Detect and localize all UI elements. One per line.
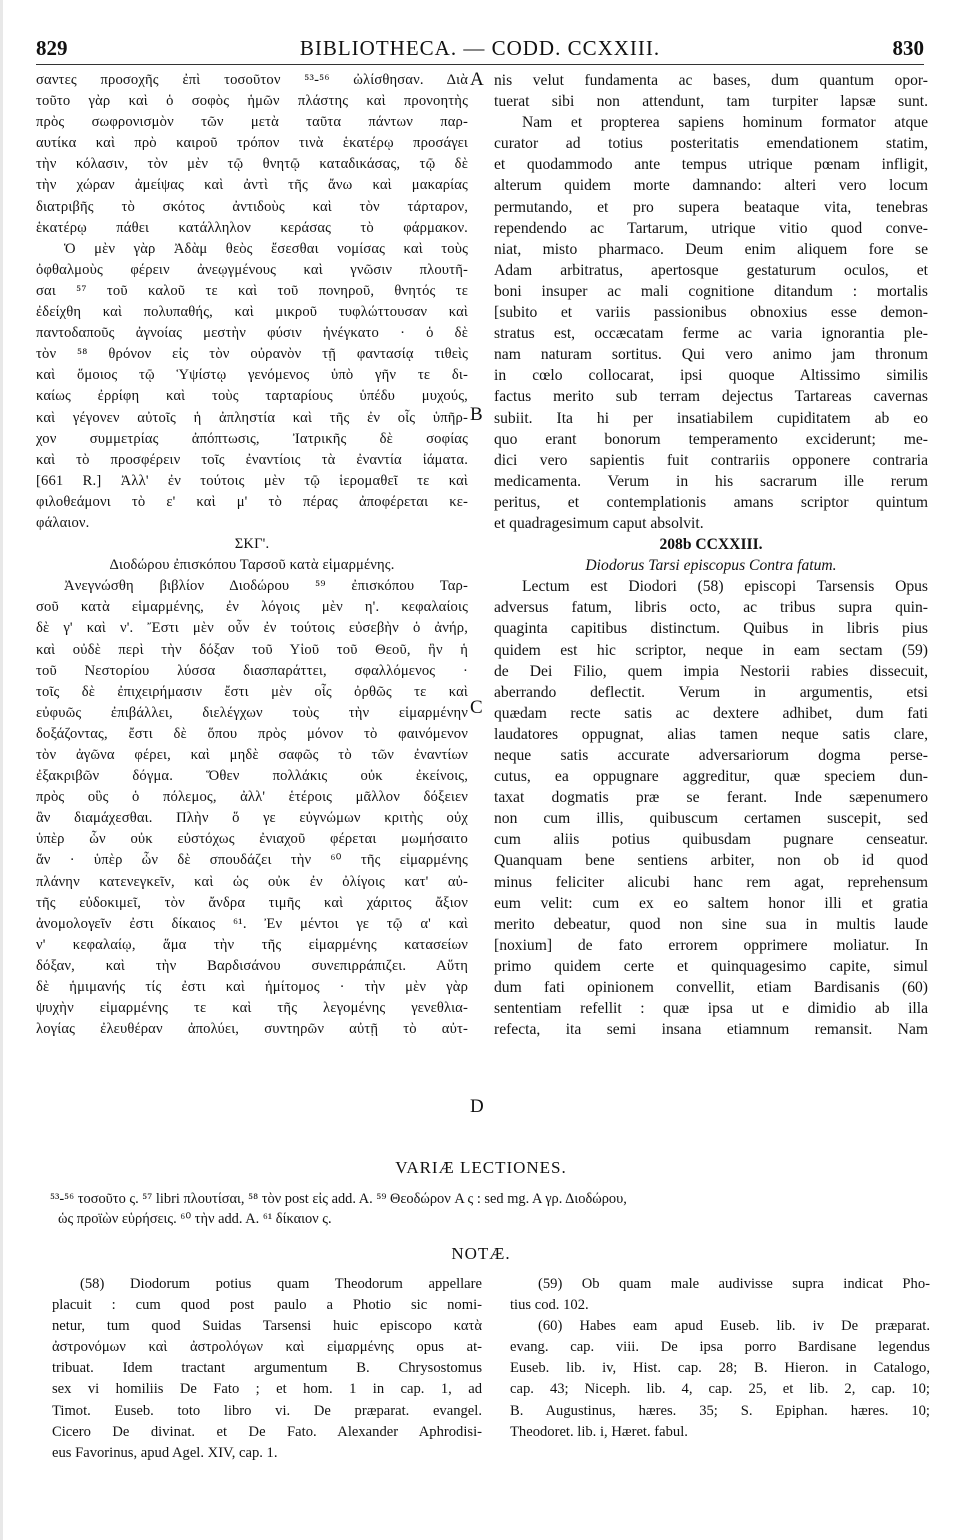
text-line: τὴν χώραν ἀμείψας καὶ ἀντὶ τῆς ἄνω καὶ μακαρίας bbox=[36, 177, 468, 194]
text-line: nam naturam sortitus. Qui vero animo jam thronum bbox=[494, 346, 928, 364]
text-line: laudatores oppugnat, alias tamen neque satis clare, bbox=[494, 725, 928, 743]
text-line: tius cod. 102. bbox=[510, 1297, 589, 1314]
text-line: quidem est hic scriptor, neque in eam sectam (59) bbox=[494, 641, 928, 659]
text-line: peritus, et contemplationis amans scriptor quintum bbox=[494, 493, 928, 511]
text-line: adversus fatum, libris octo, ac tribus supra quin- bbox=[494, 599, 928, 617]
text-line: subiit. Ita hi per insatiabilem cupiditatem ab eo bbox=[494, 409, 928, 427]
text-line: Ὁ μὲν γὰρ Ἀδὰμ θεὸς ἔσεσθαι νομίσας καὶ τοὺς bbox=[64, 240, 468, 257]
text-line: eum velit: cum ex eo saltem honor illi et gratia bbox=[494, 894, 928, 912]
header-rule bbox=[36, 64, 924, 65]
text-line: δόξαν, καὶ τὴν Βαρδισάνου συνεπιρράπιζει. Αὕτη bbox=[36, 957, 468, 974]
text-line: cap. 43; Niceph. lib. 4, cap. 25, et lib. 2, cap. 10; bbox=[510, 1381, 930, 1398]
section-marker-c: C bbox=[470, 697, 483, 718]
text-line: Ἀνεγνώσθη βιβλίον Διοδώρου ⁵⁹ ἐπισκόπου Ταρ- bbox=[64, 578, 468, 595]
text-line: et quadragesimum caput absolvit. bbox=[494, 514, 704, 532]
text-line: tuerat sibi non attendunt, tam turpiter lapsæ sunt. bbox=[494, 93, 928, 111]
text-line: Theodoret. lib. i, Hæret. fabul. bbox=[510, 1423, 688, 1440]
text-line: (59) Ob quam male audivisse supra indicat Pho- bbox=[538, 1276, 930, 1292]
running-title: BIBLIOTHECA. — CODD. CCXXIII. bbox=[299, 36, 661, 60]
text-line: καίως ἐρρίφη καὶ τοὺς ταρταρίους ὑπέδυ μυχούς, bbox=[36, 388, 468, 405]
text-line: πρὸς σωφρονισμὸν τῶν μετὰ ταῦτα πάντων παρ- bbox=[36, 114, 468, 131]
text-line: (58) Diodorum potius quam Theodorum appellare bbox=[80, 1276, 482, 1292]
text-line: καὶ τὸ προσφέρειν τοῖς ἐναντίοις τὰ ἐναντία ἰάματα. bbox=[36, 451, 468, 468]
text-line: primo quidem certe et quinquagesimo capite, simul bbox=[494, 957, 928, 975]
text-line: et quodammodo ante tempus utrique pœnam infligit, bbox=[494, 156, 928, 174]
variae-line-1: ⁵³-⁵⁶ τοσοῦτο ς. ⁵⁷ libri πλουτίσαι, ⁵⁸ τὸν post εἰς add. A. ⁵⁹ Θεοδώρον A ς : sed mg. A γρ. Διοδώρου, bbox=[50, 1191, 627, 1207]
text-line: netur, tum quod Suidas Tarsensi huic episcopo κατὰ bbox=[52, 1318, 482, 1335]
section-marker-a: A bbox=[470, 69, 484, 90]
text-line: dici vero sapientis fuit contrariis opponere contraria bbox=[494, 451, 928, 469]
text-line: de Dei Filio, quem impia Nestorii rabies dissecuit, bbox=[494, 662, 928, 680]
text-line: λογίας ἐλευθέραν ἀπολύει, συντηρῶν αὐτῇ τὸ αὐτ- bbox=[36, 1021, 468, 1038]
text-line: permutando, et pro supera beataque vita, tenebras bbox=[494, 198, 928, 216]
text-line: δὲ ἡμιμανής τίς ἐστι καὶ ἡμίτομος · τὴν μὲν γὰρ bbox=[36, 979, 468, 996]
text-line: τοῖς δὲ ἐπιχειρήμασιν ἔστι μὲν οἷς ὀρθῶς τε καὶ bbox=[36, 683, 468, 700]
text-line: quædam recte satis ac dextere adhibet, dum fati bbox=[494, 704, 928, 722]
text-line: χον συμμετρίας ἀπόπτωσις, Ἰατρικῆς δὲ σοφίας bbox=[36, 430, 468, 447]
text-line: ἐδείχθη καὶ πολυπαθής, καὶ μικροῦ τυφλώττουσαν καὶ bbox=[36, 304, 468, 321]
text-line: tribuat. Idem tractant argumentum B. Chrysostomus bbox=[52, 1360, 482, 1377]
text-line: Diodorus Tarsi episcopus Contra fatum. bbox=[585, 557, 837, 575]
text-line: [noxium] de fato errorem opprimere moliatur. In bbox=[494, 936, 928, 954]
page-number-left: 829 bbox=[36, 36, 68, 60]
text-line: τοῦτο γὰρ καὶ ὁ σοφὸς ἡμῶν πλάστης καὶ προνοητὴς bbox=[36, 93, 468, 110]
text-line: παντοδαποῦς ἀγνοίας μεστὴν φύσιν ἠνέγκατο · ὁ δὲ bbox=[36, 325, 468, 342]
text-line: B. Augustinus, hæres. 35; S. Epiphan. hæres. 10; bbox=[510, 1402, 930, 1419]
text-line: φάλαιον. bbox=[36, 514, 90, 531]
text-line: καὶ οὐδὲ περὶ τὴν δόξαν τοῦ Υἱοῦ τοῦ Θεοῦ, ἣν ἡ bbox=[36, 641, 468, 658]
text-line: Nam et propterea sapiens hominum formator atque bbox=[522, 114, 928, 132]
text-line: σοῦ κατὰ εἱμαρμένης, ἐν λόγοις μὲν η'. κεφαλαίοις bbox=[36, 599, 468, 616]
text-line: Timot. Euseb. toto libro vi. De præparat. evangel. bbox=[52, 1402, 482, 1419]
latin-column bbox=[494, 70, 928, 1040]
text-line: medicamenta. Verum in his sacrarum ille rerum bbox=[494, 472, 928, 490]
text-line: δοξάζοντας, ἔστι δὲ ὅπου πρὸς μόνον τὸ φαινόμενον bbox=[36, 725, 468, 742]
variae-line-2: ὡς προϊὼν εὑρήσεις. ⁶⁰ τὴν add. A. ⁶¹ δίκαιον ς. bbox=[58, 1211, 332, 1227]
text-line: (60) Habes eam apud Euseb. lib. iv De præparat. bbox=[538, 1318, 930, 1335]
text-line: ἀνομολογεῖν ἐστι δίκαιος ⁶¹. Ἐν μέντοι γε τῷ α' καὶ bbox=[36, 915, 468, 932]
text-line: alterum quidem morte damnando: alteri vero locum bbox=[494, 177, 928, 195]
text-line: non cum illis, quibuscum certamen suscepit, sed bbox=[494, 810, 928, 828]
text-line: cutus, ea oppugnare aggreditur, quæ speciem dun- bbox=[494, 768, 928, 786]
text-line: ἑκατέρῳ πάθει κατάλληλον κεράσας τὸ φάρμακον. bbox=[36, 219, 468, 236]
text-line: ἀστρονόμων καὶ ἀστρολόγων καὶ εἱμαρμένης opus at- bbox=[52, 1339, 482, 1356]
text-line: τὴν κόλασιν, τὸν μὲν τῷ θνητῷ καταδικάσας, τῷ δὲ bbox=[36, 156, 468, 173]
text-line: ΣΚΓ'. bbox=[234, 536, 270, 553]
text-line: τοῦ Νεστορίου λύσσα διασπαράττει, σφαλλόμενος · bbox=[36, 662, 468, 679]
text-line: factus merito sub terram dejectus Tartareas cavernas bbox=[494, 388, 928, 406]
text-line: καὶ ὅμοιος τῷ Ὑψίστῳ γενόμενος ὑπὸ γῆν τε δι- bbox=[36, 367, 468, 384]
page-edge bbox=[0, 0, 3, 1540]
text-line: εὐφυῶς ἐπιβάλλει, διελέγχων τοὺς τὴν εἱμαρμένην bbox=[36, 704, 468, 721]
text-line: ν' κεφαλαίῳ, ἅμα τὴν τῆς εἱμαρμένης κατασείων bbox=[36, 936, 468, 953]
text-line: Lectum est Diodori (58) episcopi Tarsensis Opus bbox=[522, 578, 928, 596]
notes-left-column bbox=[52, 1275, 482, 1465]
text-line: Euseb. lib. iv, Hist. cap. 28; B. Hieron. in Catalogo, bbox=[510, 1360, 930, 1377]
text-line: πλάνην κατενεγκεῖν, καὶ ὡς οὐκ ἐν ὀλίγοις κατ' αὐ- bbox=[36, 873, 468, 890]
text-line: cum aliis potius quibusdam pugnare censeatur. bbox=[494, 831, 928, 849]
text-line: 208b CCXXIII. bbox=[659, 536, 763, 554]
text-line: Adam arbitratus, apertosque gestaturum oculos, et bbox=[494, 261, 928, 279]
text-line: τῆς εὐδοκιμεῖ, τὸν ἄνδρα τιμῆς καὶ χάριτος ἄξιον bbox=[36, 894, 468, 911]
notae-title: NOTÆ. bbox=[451, 1244, 511, 1263]
text-line: curator ad totius posteritatis emendationem statim, bbox=[494, 135, 928, 153]
text-line: ψυχὴν εἱμαρμένης τε καὶ τῆς λεγομένης γενεθλια- bbox=[36, 1000, 468, 1017]
text-line: δὲ γ' καὶ ν'. Ἔστι μὲν οὖν ἐν τούτοις εὐσεβὴν ὁ ἀνήρ, bbox=[36, 620, 468, 637]
text-line: quaginta capitibus distinctum. Quibus in libris pius bbox=[494, 620, 928, 638]
text-line: merito debeatur, quod non sine sua in multis laude bbox=[494, 915, 928, 933]
text-line: evang. cap. viii. De ipsa porro Bardisane legendus bbox=[510, 1339, 930, 1356]
text-line: τὸν ἀγῶνα φέρει, καὶ μηδὲ σαφῶς τὸ τῶν ἐναντίων bbox=[36, 747, 468, 763]
text-line: Cicero De divinat. et De Fato. Alexander Aphrodisi- bbox=[52, 1423, 482, 1440]
text-line: [subito et variis passionibus obnoxius esse demon- bbox=[494, 304, 928, 322]
text-line: Quanquam bene sentiens arbiter, non ob id quod bbox=[494, 852, 928, 870]
text-line: τὸν ⁵⁸ θρόνον εἰς τὸν οὐρανὸν τῇ φαντασίᾳ τιθεὶς bbox=[36, 346, 468, 363]
text-line: φιλοθεάμονι τὸ ε' καὶ μ' τὸ πέρας ἀποφέρεται κε- bbox=[36, 493, 468, 510]
section-marker-b: B bbox=[470, 404, 483, 425]
text-line: sententiam refellit : quæ ipsa ut e dimidio ab illa bbox=[494, 1000, 928, 1018]
variae-lectiones-title: VARIÆ LECTIONES. bbox=[395, 1158, 567, 1177]
text-line: neque satis accurate adversariorum dogma perse- bbox=[494, 747, 928, 764]
running-header bbox=[36, 36, 924, 60]
text-line: Διοδώρου ἐπισκόπου Ταρσοῦ κατὰ εἱμαρμένης. bbox=[109, 557, 395, 574]
text-line: σαι ⁵⁷ τοῦ καλοῦ τε καὶ τοῦ πονηροῦ, θνητός τε bbox=[36, 282, 468, 299]
text-line: placuit : cum quod post paulo a Photio sic nomi- bbox=[52, 1297, 482, 1314]
text-line: boni insuper ac mali cognitione ditandum : mortalis bbox=[494, 282, 928, 300]
text-line: σαντες προσοχῆς ἐπὶ τοσοῦτον ⁵³-⁵⁶ ὠλίσθησαν. Διὰ bbox=[36, 72, 468, 88]
section-marker-d: D bbox=[470, 1096, 484, 1117]
text-line: αυτίκα καὶ πρὸ καιροῦ τρόπον τινὰ ἑκατέρῳ προσάγει bbox=[36, 135, 468, 152]
text-line: taxat dogmatis præ se ferant. Inde sæpenumero bbox=[494, 789, 928, 807]
text-line: quo erant bonorum temperamento exciderunt; me- bbox=[494, 430, 928, 448]
text-line: ἂν διαμάχεσθαι. Πλὴν ὅ γε εὐγνώμων κριτὴς οὐχ bbox=[36, 810, 468, 827]
text-line: rependendo ac Tartarum, utrique vitio quod conve- bbox=[494, 219, 928, 237]
text-line: ὑπὲρ ὧν οὐκ εὐστόχως ἐνιαχοῦ φέρεται μωμήσαιτο bbox=[36, 831, 468, 848]
text-line: stratus est, occæcatam ferme ac varia ignorantia ple- bbox=[494, 325, 928, 343]
greek-column bbox=[36, 70, 468, 1040]
text-line: sex vi homiliis De Fato ; et hom. 1 in cap. 1, ad bbox=[52, 1381, 482, 1398]
text-line: aberrando deflectit. Verum in argumentis, etsi bbox=[494, 683, 928, 701]
text-line: ἐξακριβῶν δόγμα. Ὅθεν πολλάκις οὐκ ἐκείνοις, bbox=[36, 768, 468, 785]
text-line: dum fati opinionem convellit, etiam Bardisanis (60) bbox=[494, 979, 928, 997]
text-line: [661 R.] Ἀλλ' ἐν τούτοις μὲν τῷ ἱερομαθεῖ τε καὶ bbox=[36, 472, 468, 489]
text-line: διατριβῆς τὸ σκότος ἀντιδοὺς καὶ τὸν τάρταρον, bbox=[36, 198, 468, 215]
text-line: eus Favorinus, apud Agel. XIV, cap. 1. bbox=[52, 1444, 278, 1461]
text-line: refecta, ita semi insana etiamnum remansit. Nam bbox=[494, 1021, 928, 1039]
text-line: καὶ γέγονεν αὐτοῖς ἡ ἀπληστία καὶ τῆς ἐν οἷς ὑπῆρ- bbox=[36, 409, 468, 426]
text-line: minus feliciter alicubi hanc rem agat, reprehensum bbox=[494, 873, 928, 891]
text-line: ἄν · ὑπὲρ ὧν δὲ σπουδάζει τὴν ⁶⁰ τῆς εἱμαρμένης bbox=[36, 852, 468, 869]
text-line: nis velut fundamenta ac bases, dum quantum opor- bbox=[494, 72, 928, 89]
text-line: in cœlo collocarat, ipsi quoque Altissimo similis bbox=[494, 367, 928, 385]
notes-right-column bbox=[510, 1275, 930, 1444]
text-line: niat, misto pharmaco. Deum enim aliquem fore se bbox=[494, 240, 928, 258]
text-line: πρὸς οὓς ὁ πόλεμος, ἀλλ' ἑτέροις μᾶλλον δόξειεν bbox=[36, 789, 468, 806]
page-number-right: 830 bbox=[892, 36, 924, 60]
text-line: ὀφθαλμοὺς φέρειν ἀνεῳγμένους καὶ γνῶσιν πλουτῆ- bbox=[36, 261, 468, 278]
